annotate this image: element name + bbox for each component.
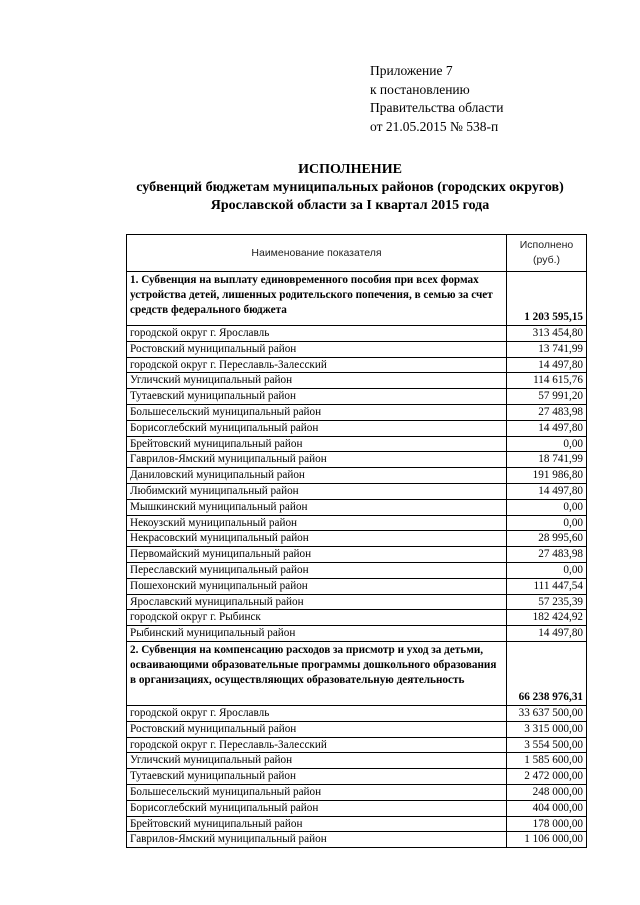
table-row bbox=[127, 436, 587, 452]
row-value-cell: 27 483,98 bbox=[507, 547, 587, 563]
header-value-line-2: (руб.) bbox=[532, 254, 560, 266]
header-value-cell bbox=[507, 235, 587, 272]
row-name-cell: Большесельский муниципальный район bbox=[127, 784, 507, 800]
row-value-cell: 18 741,99 bbox=[507, 452, 587, 468]
document-title bbox=[100, 161, 600, 215]
row-value-cell: 13 741,99 bbox=[507, 341, 587, 357]
appendix-line-1: Приложение 7 bbox=[370, 63, 453, 78]
table-row bbox=[127, 705, 587, 721]
appendix-line-2: к постановлению bbox=[370, 81, 470, 97]
row-value-cell: 14 497,80 bbox=[507, 357, 587, 373]
row-value-cell: 182 424,92 bbox=[507, 610, 587, 626]
appendix-line-3: Правительства области bbox=[370, 100, 504, 115]
header-value-line-1: Исполнено bbox=[519, 239, 574, 251]
section-1-header-row bbox=[127, 272, 587, 326]
table-row bbox=[127, 578, 587, 594]
title-line-1: ИСПОЛНЕНИЕ bbox=[298, 162, 402, 177]
row-name-cell: Большесельский муниципальный район bbox=[127, 404, 507, 420]
row-value-cell: 0,00 bbox=[507, 436, 587, 452]
row-name-cell: Брейтовский муниципальный район bbox=[127, 816, 507, 832]
row-name-cell: Первомайский муниципальный район bbox=[127, 547, 507, 563]
table-row bbox=[127, 326, 587, 342]
row-name-cell: Некрасовский муниципальный район bbox=[127, 531, 507, 547]
appendix-note bbox=[370, 62, 600, 136]
table-row bbox=[127, 562, 587, 578]
row-name-cell: Борисоглебский муниципальный район bbox=[127, 420, 507, 436]
row-name-cell: Борисоглебский муниципальный район bbox=[127, 800, 507, 816]
title-line-3: Ярославской области за I квартал 2015 года bbox=[210, 198, 490, 213]
row-value-cell: 178 000,00 bbox=[507, 816, 587, 832]
row-name-cell: Ростовский муниципальный район bbox=[127, 721, 507, 737]
row-value-cell: 2 472 000,00 bbox=[507, 769, 587, 785]
table-row bbox=[127, 784, 587, 800]
row-name-cell: Пошехонский муниципальный район bbox=[127, 578, 507, 594]
table-row bbox=[127, 531, 587, 547]
appendix-line-4: от 21.05.2015 № 538-п bbox=[370, 118, 499, 134]
row-name-cell: городской округ г. Переславль-Залесский bbox=[127, 737, 507, 753]
table-row bbox=[127, 452, 587, 468]
row-value-cell: 404 000,00 bbox=[507, 800, 587, 816]
table-row bbox=[127, 373, 587, 389]
row-name-cell: городской округ г. Ярославль bbox=[127, 326, 507, 342]
table-row bbox=[127, 737, 587, 753]
table-row bbox=[127, 483, 587, 499]
table-row bbox=[127, 610, 587, 626]
row-value-cell: 57 235,39 bbox=[507, 594, 587, 610]
header-name-cell: Наименование показателя bbox=[127, 235, 507, 272]
row-name-cell: Угличский муниципальный район bbox=[127, 753, 507, 769]
row-name-cell: Рыбинский муниципальный район bbox=[127, 626, 507, 642]
row-value-cell: 0,00 bbox=[507, 562, 587, 578]
table-row bbox=[127, 800, 587, 816]
table-row bbox=[127, 547, 587, 563]
row-name-cell: Гаврилов-Ямский муниципальный район bbox=[127, 832, 507, 848]
row-value-cell: 14 497,80 bbox=[507, 420, 587, 436]
section-1-total: 1 203 595,15 bbox=[507, 272, 587, 326]
row-value-cell: 191 986,80 bbox=[507, 468, 587, 484]
row-name-cell: городской округ г. Рыбинск bbox=[127, 610, 507, 626]
row-value-cell: 33 637 500,00 bbox=[507, 705, 587, 721]
row-name-cell: Ростовский муниципальный район bbox=[127, 341, 507, 357]
title-line-2: субвенций бюджетам муниципальных районов (городских округов) bbox=[136, 180, 564, 195]
table-row bbox=[127, 499, 587, 515]
table-row bbox=[127, 389, 587, 405]
table-row bbox=[127, 404, 587, 420]
row-value-cell: 3 554 500,00 bbox=[507, 737, 587, 753]
row-name-cell: Переславский муниципальный район bbox=[127, 562, 507, 578]
table-row bbox=[127, 341, 587, 357]
table-row bbox=[127, 420, 587, 436]
row-value-cell: 28 995,60 bbox=[507, 531, 587, 547]
table-row bbox=[127, 468, 587, 484]
row-value-cell: 14 497,80 bbox=[507, 626, 587, 642]
row-value-cell: 57 991,20 bbox=[507, 389, 587, 405]
row-value-cell: 3 315 000,00 bbox=[507, 721, 587, 737]
row-name-cell: Брейтовский муниципальный район bbox=[127, 436, 507, 452]
table-row bbox=[127, 816, 587, 832]
row-value-cell: 0,00 bbox=[507, 499, 587, 515]
row-value-cell: 114 615,76 bbox=[507, 373, 587, 389]
row-name-cell: городской округ г. Переславль-Залесский bbox=[127, 357, 507, 373]
table-row bbox=[127, 769, 587, 785]
row-name-cell: городской округ г. Ярославль bbox=[127, 705, 507, 721]
table-row bbox=[127, 832, 587, 848]
section-1-title: 1. Субвенция на выплату единовременного пособия при всех формах устройства детей, лишенных родительского попечения, в семью за счет средств федерального бюджета bbox=[127, 272, 507, 326]
row-value-cell: 0,00 bbox=[507, 515, 587, 531]
row-value-cell: 1 585 600,00 bbox=[507, 753, 587, 769]
table-row bbox=[127, 515, 587, 531]
row-name-cell: Мышкинский муниципальный район bbox=[127, 499, 507, 515]
row-name-cell: Тутаевский муниципальный район bbox=[127, 389, 507, 405]
row-name-cell: Некоузский муниципальный район bbox=[127, 515, 507, 531]
table-row bbox=[127, 594, 587, 610]
table-row bbox=[127, 357, 587, 373]
section-2-header-row bbox=[127, 641, 587, 705]
row-value-cell: 27 483,98 bbox=[507, 404, 587, 420]
table-row bbox=[127, 721, 587, 737]
table-row bbox=[127, 753, 587, 769]
row-name-cell: Угличский муниципальный район bbox=[127, 373, 507, 389]
table-row bbox=[127, 626, 587, 642]
row-name-cell: Тутаевский муниципальный район bbox=[127, 769, 507, 785]
execution-table bbox=[126, 234, 587, 848]
row-value-cell: 1 106 000,00 bbox=[507, 832, 587, 848]
row-name-cell: Ярославский муниципальный район bbox=[127, 594, 507, 610]
row-name-cell: Гаврилов-Ямский муниципальный район bbox=[127, 452, 507, 468]
row-value-cell: 248 000,00 bbox=[507, 784, 587, 800]
row-value-cell: 14 497,80 bbox=[507, 483, 587, 499]
section-2-total: 66 238 976,31 bbox=[507, 641, 587, 705]
row-name-cell: Даниловский муниципальный район bbox=[127, 468, 507, 484]
table-header-row bbox=[127, 235, 587, 272]
section-2-title: 2. Субвенция на компенсацию расходов за присмотр и уход за детьми, осваивающими образовательные программы дошкольного образования в организациях, осуществляющих образовательную деятельность bbox=[127, 641, 507, 705]
row-value-cell: 111 447,54 bbox=[507, 578, 587, 594]
row-value-cell: 313 454,80 bbox=[507, 326, 587, 342]
row-name-cell: Любимский муниципальный район bbox=[127, 483, 507, 499]
